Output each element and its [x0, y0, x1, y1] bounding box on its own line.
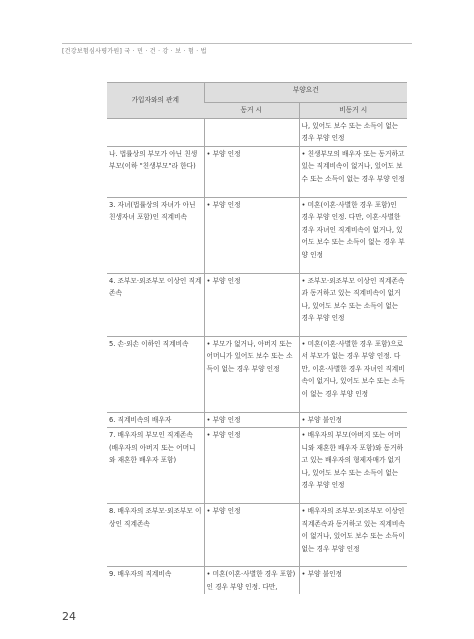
cell-noncohabit: 나, 있어도 보수 또는 소득이 없는 경우 부양 인정: [299, 118, 407, 146]
cell-cohabit: • 부양 인정: [204, 428, 299, 504]
cell-cohabit: • 부양 인정: [204, 273, 299, 336]
cell-relation: 5. 손·외손 이하인 직계비속: [107, 336, 204, 412]
cell-noncohabit: • 배우자의 조부모·외조부모 이상인 직계존속과 동거하고 있는 직계비속이 없거나, 있어도 보수 또는 소득이 없는 경우 부양 인정: [299, 504, 407, 567]
cell-relation: 나. 법률상의 부모가 아닌 친생부모(이하 "친생부모"라 한다): [107, 146, 204, 197]
cell-relation: [107, 118, 204, 146]
cell-noncohabit: • 미혼(이혼·사별한 경우 포함)인 경우 부양 인정. 다만, 이혼·사별한 경우 자녀인 직계비속이 없거나, 있어도 보수 또는 소득이 없는 경우 부양 인정: [299, 197, 407, 273]
dependent-requirements-table: [107, 82, 407, 594]
cell-noncohabit: • 부양 불인정: [299, 567, 407, 595]
cell-noncohabit: • 조부모·외조부모 이상인 직계존속과 동거하고 있는 직계비속이 없거나, 있어도 보수 또는 소득이 없는 경우 부양 인정: [299, 273, 407, 336]
table-row: [107, 118, 407, 146]
header-support-requirement: 부양요건: [204, 83, 407, 103]
cell-cohabit: • 부양 인정: [204, 412, 299, 428]
cell-cohabit: • 미혼(이혼·사별한 경우 포함)인 경우 부양 인정. 다만,: [204, 567, 299, 595]
page-number: 24: [62, 610, 76, 623]
cell-cohabit: • 부양 인정: [204, 197, 299, 273]
table-row: [107, 146, 407, 197]
cell-cohabit: • 부양 인정: [204, 504, 299, 567]
running-header: [건강보험심사평가원] 국 · 민 · 건 · 강 · 보 · 험 · 법: [62, 48, 207, 55]
cell-relation: 6. 직계비속의 배우자: [107, 412, 204, 428]
table-row: [107, 428, 407, 504]
header-relation: 가입자와의 관계: [107, 83, 204, 119]
table-header-row: [107, 83, 407, 103]
cell-relation: 7. 배우자의 부모인 직계존속 (배우자의 아버지 또는 어머니와 재혼한 배우자 포함): [107, 428, 204, 504]
table-row: [107, 273, 407, 336]
header-rule: [62, 43, 412, 44]
cell-relation: 9. 배우자의 직계비속: [107, 567, 204, 595]
cell-noncohabit: • 미혼(이혼·사별한 경우 포함)으로서 부모가 없는 경우 부양 인정. 다만, 이혼·사별한 경우 자녀인 직계비속이 없거나, 있어도 보수 또는 소득이 없는 경우 부양 인정: [299, 336, 407, 412]
table-row: [107, 504, 407, 567]
cell-relation: 4. 조부모·외조부모 이상인 직계존속: [107, 273, 204, 336]
cell-relation: 3. 자녀(법률상의 자녀가 아닌 친생자녀 포함)인 직계비속: [107, 197, 204, 273]
header-cohabit: 동거 시: [204, 103, 299, 119]
cell-cohabit: • 부모가 없거나, 아버지 또는 어머니가 있어도 보수 또는 소득이 없는 경우 부양 인정: [204, 336, 299, 412]
cell-noncohabit: • 친생부모의 배우자 또는 동거하고 있는 직계비속이 없거나, 있어도 보수 또는 소득이 없는 경우 부양 인정: [299, 146, 407, 197]
table-row: [107, 412, 407, 428]
table-row: [107, 567, 407, 595]
cell-noncohabit: • 배우자의 부모(아버지 또는 어머니와 재혼한 배우자 포함)와 동거하고 있는 배우자의 형제자매가 없거나, 있어도 보수 또는 소득이 없는 경우 부양 인정: [299, 428, 407, 504]
cell-relation: 8. 배우자의 조부모·외조부모 이상인 직계존속: [107, 504, 204, 567]
table-row: [107, 197, 407, 273]
cell-cohabit: • 부양 인정: [204, 146, 299, 197]
header-noncohabit: 비동거 시: [299, 103, 407, 119]
cell-noncohabit: • 부양 불인정: [299, 412, 407, 428]
table-row: [107, 336, 407, 412]
cell-cohabit: [204, 118, 299, 146]
